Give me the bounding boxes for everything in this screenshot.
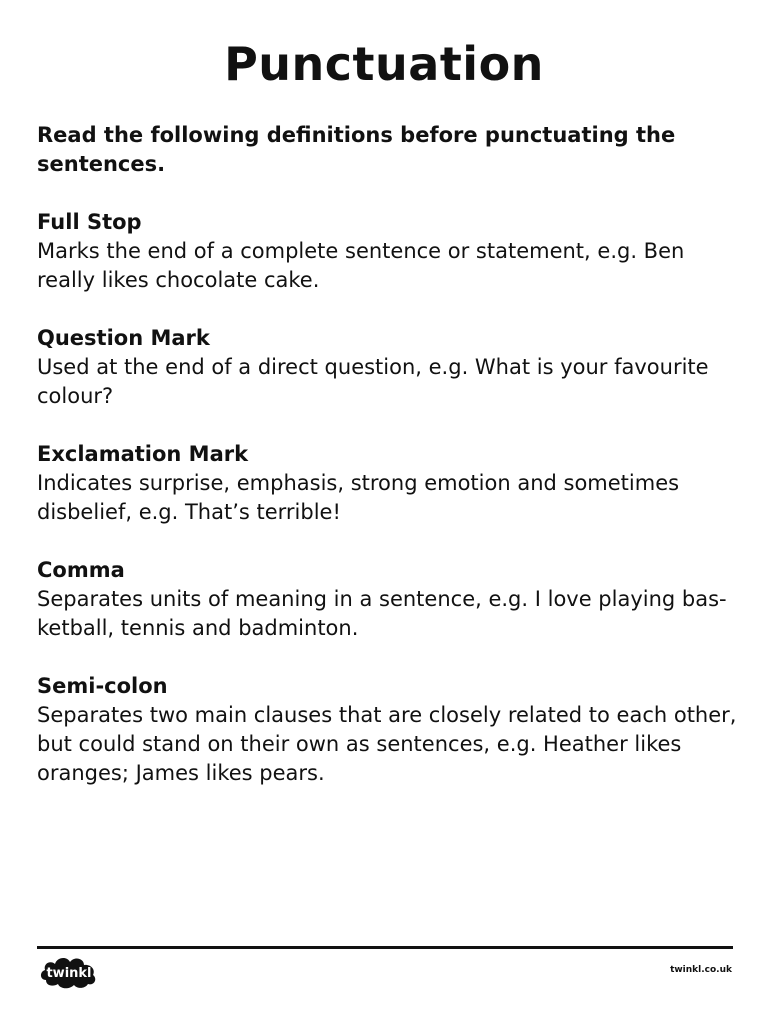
footer-divider <box>37 946 733 949</box>
definition-term: Full Stop <box>37 210 142 234</box>
definition-term: Exclamation Mark <box>37 442 249 466</box>
definition-question-mark <box>37 324 737 411</box>
definition-description: Separates units of meaning in a sentence, e.g. I love playing bas- ketball, tennis and badminton. <box>37 587 727 640</box>
site-url: twinkl.co.uk <box>670 965 732 975</box>
worksheet-content <box>37 121 737 788</box>
twinkl-logo <box>38 952 100 992</box>
definition-description: Marks the end of a complete sentence or statement, e.g. Ben really likes chocolate cake. <box>37 239 685 292</box>
logo-text: twinkl <box>46 966 92 981</box>
definition-term: Semi-colon <box>37 674 168 698</box>
definition-full-stop <box>37 208 737 295</box>
definition-description: Used at the end of a direct question, e.g. What is your favourite colour? <box>37 355 709 408</box>
definition-description: Separates two main clauses that are closely related to each other, but could stand on their own as sentences, e.g. Heather likes oranges; James likes pears. <box>37 703 737 785</box>
definition-comma <box>37 556 737 643</box>
definition-term: Question Mark <box>37 326 210 350</box>
intro-text: Read the following definitions before punctuating the sentences. <box>37 123 676 176</box>
page-title: Punctuation <box>224 37 544 91</box>
definition-term: Comma <box>37 558 125 582</box>
definition-description: Indicates surprise, emphasis, strong emotion and sometimes disbelief, e.g. That’s terrible! <box>37 471 680 524</box>
definition-exclamation-mark <box>37 440 737 527</box>
definition-semi-colon <box>37 672 737 788</box>
